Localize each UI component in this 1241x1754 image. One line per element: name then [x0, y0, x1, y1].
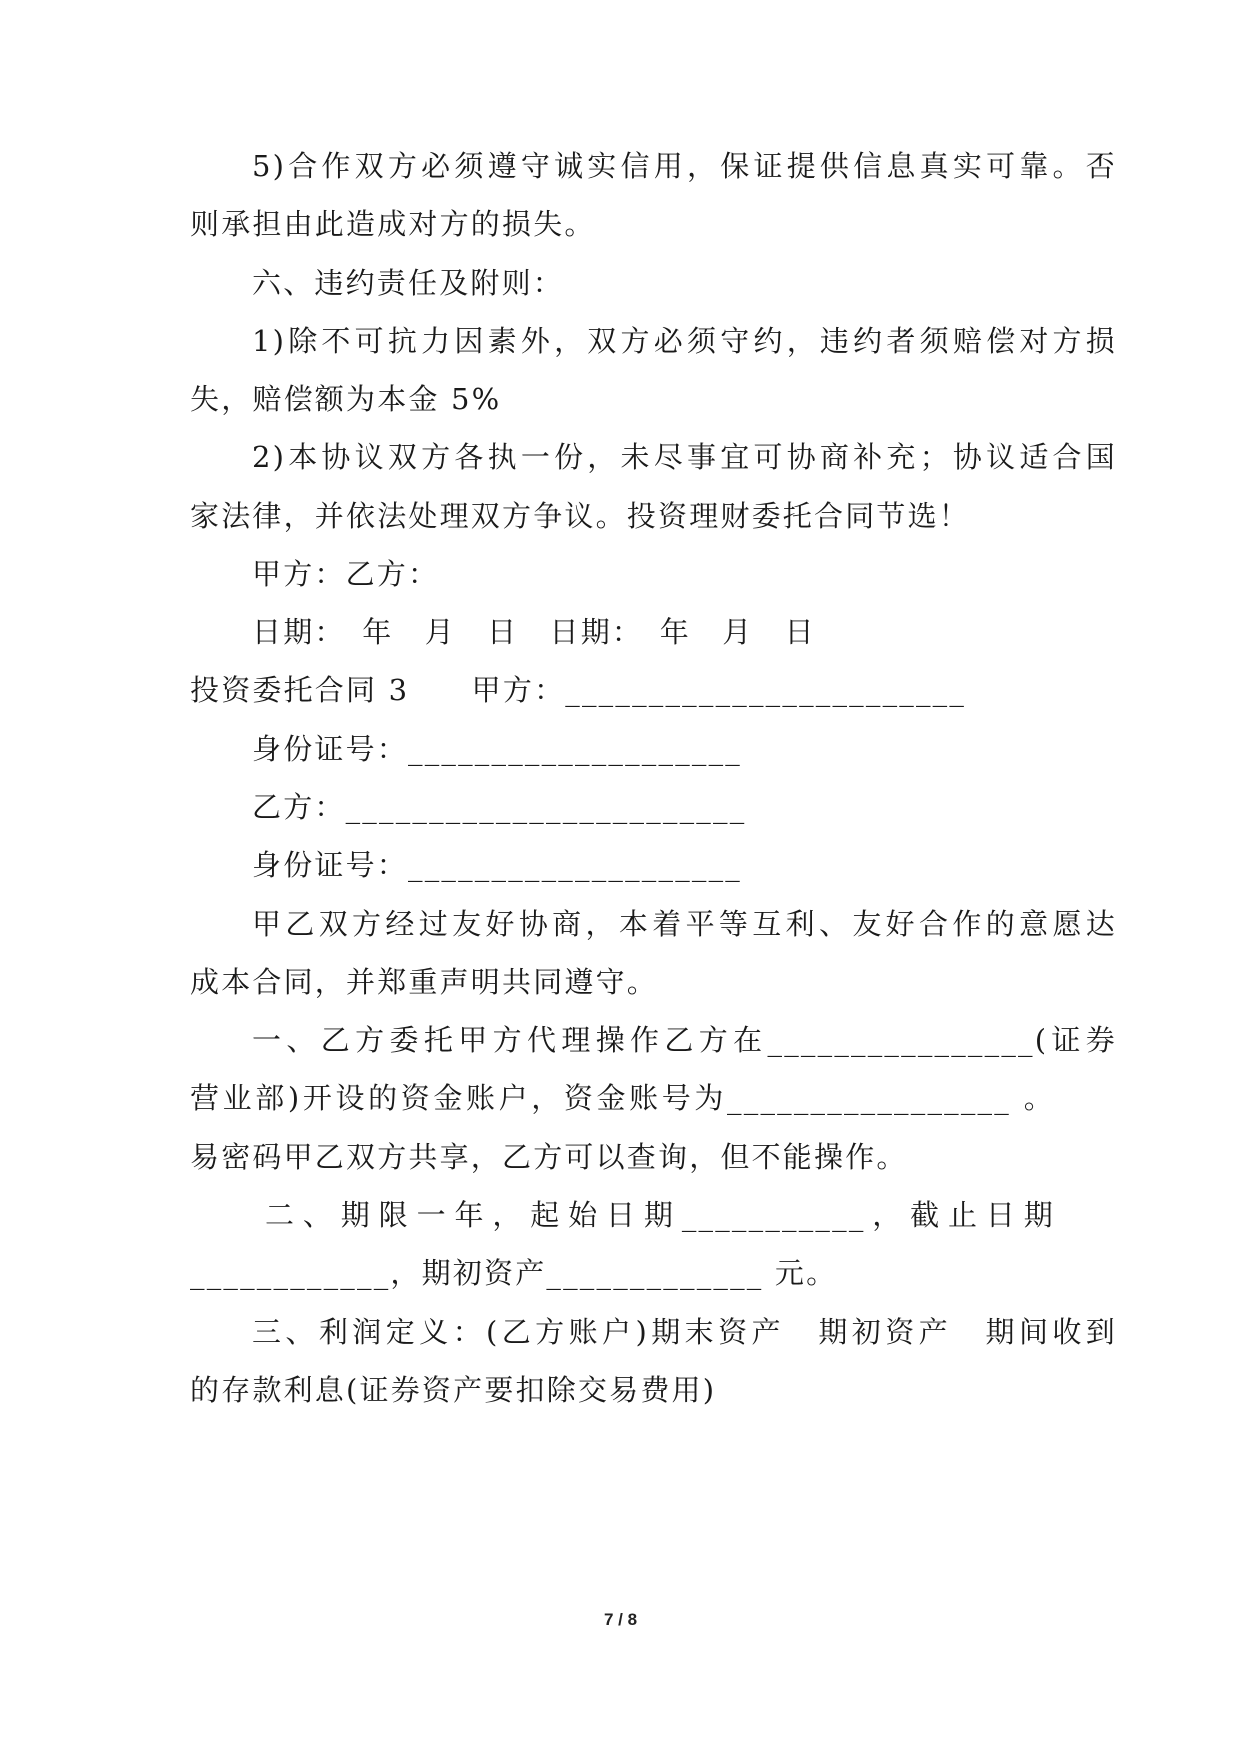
paragraph-line: 一、乙方委托甲方代理操作乙方在________________(证券: [252, 1023, 1117, 1057]
paragraph-line: 成本合同，并郑重声明共同遵守。: [190, 965, 659, 999]
paragraph-line: 1)除不可抗力因素外，双方必须守约，违约者须赔偿对方损: [252, 324, 1117, 358]
paragraph-line: 2)本协议双方各执一份，未尽事宜可协商补充；协议适合国: [252, 440, 1117, 474]
paragraph-line: 营业部)开设的资金账户，资金账号为_________________ 。: [190, 1081, 1055, 1115]
party-b-field: 乙方：________________________: [252, 790, 747, 824]
paragraph-line: 失，赔偿额为本金 5%: [190, 382, 502, 416]
paragraph-line: 三、利润定义：(乙方账户)期末资产 期初资产 期间收到: [252, 1315, 1117, 1349]
paragraph-line: 则承担由此造成对方的损失。: [190, 207, 596, 241]
paragraph-line: 易密码甲乙双方共享，乙方可以查询，但不能操作。: [190, 1140, 908, 1174]
page-number: 7 / 8: [603, 1610, 638, 1629]
paragraph-line: 甲乙双方经过友好协商，本着平等互利、友好合作的意愿达: [252, 907, 1117, 941]
contract-title-line: 投资委托合同 3 甲方：________________________: [190, 673, 967, 707]
paragraph-line: 家法律，并依法处理双方争议。投资理财委托合同节选！: [190, 499, 971, 533]
section-heading: 六、违约责任及附则：: [252, 266, 565, 300]
id-number-field: 身份证号：____________________: [252, 848, 743, 882]
paragraph-line: 的存款利息(证券资产要扣除交易费用): [190, 1373, 717, 1407]
paragraph-line: 二、期限一年，起始日期___________，截止日期: [265, 1198, 1055, 1232]
signature-parties: 甲方：乙方：: [252, 557, 440, 591]
paragraph-line: ____________，期初资产_____________ 元。: [190, 1256, 838, 1290]
signature-dates: 日期： 年 月 日 日期： 年 月 日: [252, 615, 816, 649]
paragraph-line: 5)合作双方必须遵守诚实信用，保证提供信息真实可靠。否: [252, 149, 1117, 183]
id-number-field: 身份证号：____________________: [252, 732, 743, 766]
